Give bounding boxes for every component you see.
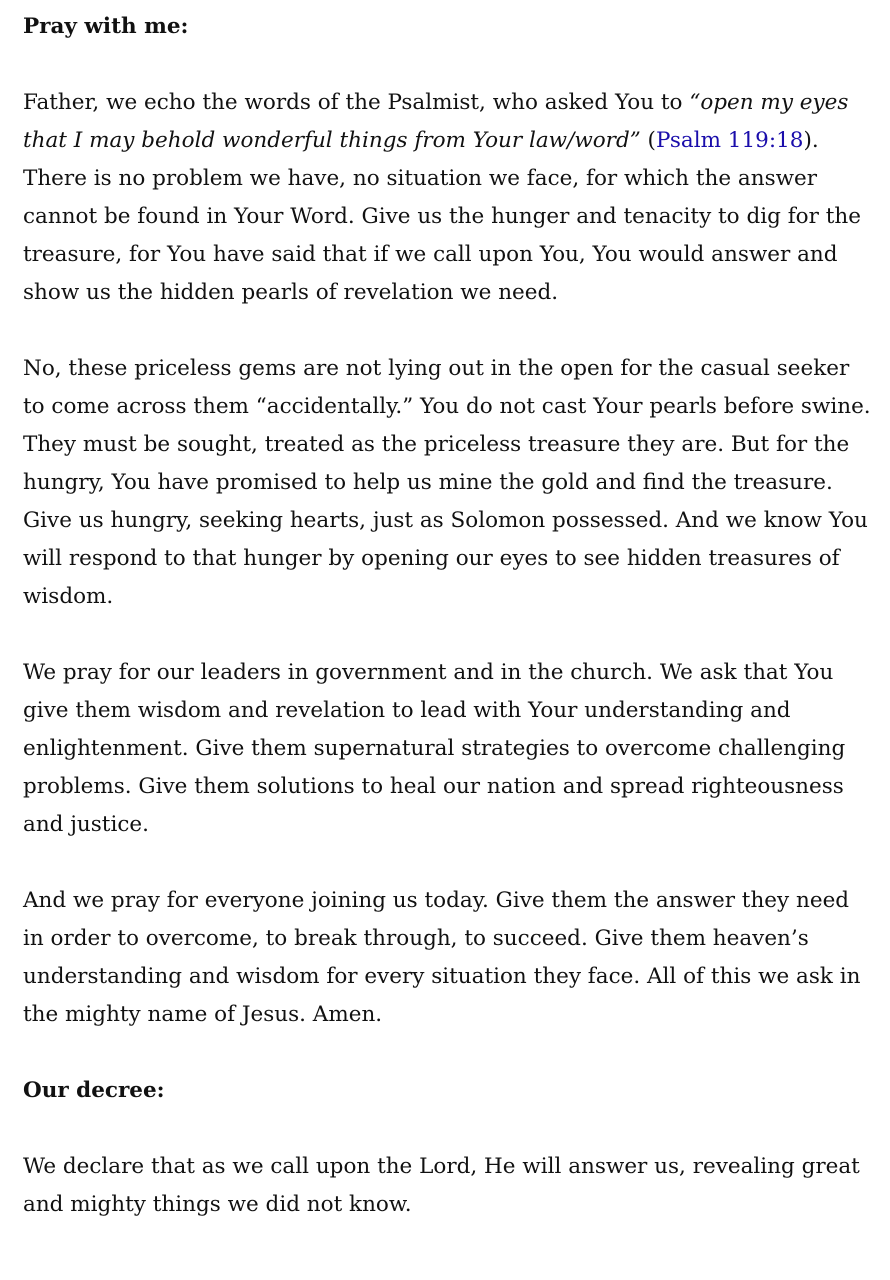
spacer [23,1034,872,1072]
spacer [23,46,872,84]
spacer [23,844,872,882]
scripture-quote: “open my eyes that I may behold wonderful things from Your law/word” [23,90,849,153]
psalm-reference-link[interactable]: Psalm 119:18 [655,128,804,153]
decree-text: We declare that as we call upon the Lord, He will answer us, revealing great and mighty things we did not know. [23,1154,860,1217]
spacer [23,616,872,654]
spacer [23,1110,872,1148]
open-paren: ( [640,128,656,153]
prayer-paragraph-4: And we pray for everyone joining us today. Give them the answer they need in order to overcome, to break through, to succeed. Give them heaven’s understanding and wisdom for every situation they face. All of this we ask in the mighty name of Jesus. Amen. [23,888,861,1027]
paragraph-1-intro: Father, we echo the words of the Psalmist, who asked You to [23,90,690,115]
paragraph-1-rest: ). There is no problem we have, no situation we face, for which the answer cannot be found in Your Word. Give us the hunger and tenacity to dig for the treasure, for You have said that if we call upon You, You would answer and show us the hidden pearls of revelation we need. [23,128,861,305]
prayer-heading: Pray with me: [23,14,189,39]
prayer-paragraph-3: We pray for our leaders in government and in the church. We ask that You give them wisdom and revelation to lead with Your understanding and enlightenment. Give them supernatural strategies to overcome challenging problems. Give them solutions to heal our nation and spread righteousness and justice. [23,660,846,837]
decree-heading: Our decree: [23,1078,165,1103]
prayer-paragraph-1 [23,84,872,312]
spacer [23,312,872,350]
prayer-paragraph-2: No, these priceless gems are not lying out in the open for the casual seeker to come across them “accidentally.” You do not cast Your pearls before swine. They must be sought, treated as the priceless treasure they are. But for the hungry, You have promised to help us mine the gold and find the treasure. Give us hungry, seeking hearts, just as Solomon possessed. And we know You will respond to that hunger by opening our eyes to see hidden treasures of wisdom. [23,356,871,609]
